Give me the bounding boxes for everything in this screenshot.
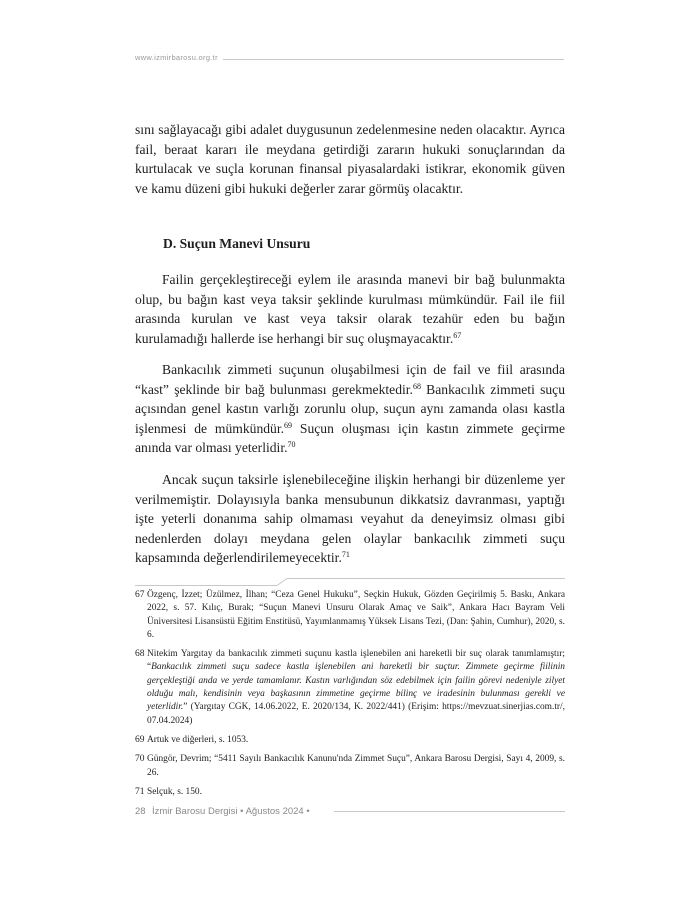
footnotes — [135, 589, 565, 805]
paragraph-text: Suçun oluşması için kastın zimmete geçirme anında var olması yeterlidir. — [135, 420, 565, 456]
footnote-ref-71[interactable]: 71 — [341, 550, 350, 560]
footnote-ref-70[interactable]: 70 — [287, 440, 296, 450]
footnote-number: 68 — [135, 649, 145, 660]
paragraph-text: sını sağlayacağı gibi adalet duygusunun zedelenmesine neden olacaktır. Ayrıca fail, beraat kararı ile meydana getirdiği zararın hukuki sonuçlarından da kurtulacak ve suçla korunan finansal piyasalardaki istikrar, ekonomik güven ve kamu düzeni gibi hukuki değerler zarar görmüş olacaktır. — [135, 122, 565, 196]
body-paragraph-continuation — [135, 120, 565, 198]
footnote-68 — [135, 648, 565, 728]
paragraph-text: Failin gerçekleştireceği eylem ile arasında manevi bir bağ bulunmakta olup, bu bağın kast veya taksir şeklinde kurulması mümkündür. Fail ile fiil arasında kurulan ve kast veya taksir olarak tezahür eden bu bağın kurulamadığı hallerde ise herhangi bir suç oluşmayacaktır. — [135, 272, 565, 346]
footnote-number: 70 — [135, 754, 145, 765]
paragraph-text: Ancak suçun taksirle işlenebileceğine ilişkin herhangi bir düzenleme yer verilmemiştir. Dolayısıyla banka mensubunun dikkatsiz davranması, yaptığı işte yeterli donanıma sahip olmaması veyahut da deneyimsiz olması gibi nedenlerden dolayı meydana gelen olaylar bankacılık zimmeti suçu kapsamında değerlendirilemeyecektir. — [135, 472, 565, 566]
footnote-number: 67 — [135, 590, 145, 600]
header-divider — [223, 59, 564, 60]
footnote-71 — [135, 786, 565, 799]
footnote-text-part: ” (Yargıtay CGK, 14.06.2022, E. 2020/134, K. 2022/441) (Erişim: https://mevzuat.sinerjias.com.tr/, 07.04.2024) — [147, 702, 565, 726]
footnote-text: Güngör, Devrim; “5411 Sayılı Bankacılık Kanunu'nda Zimmet Suçu”, Ankara Barosu Dergisi, Sayı 4, 2009, s. 26. — [147, 754, 565, 778]
footnote-text-part: Nitekim Yargıtay da bankacılık zimmeti suçunu kastla işlenebilen ani hareketli bir suç olarak tanımlamıştır; “ — [147, 649, 565, 673]
paragraph — [135, 270, 565, 348]
footnote-text: Özgenç, İzzet; Üzülmez, İlhan; “Ceza Genel Hukuku”, Seçkin Hukuk, Gözden Geçirilmiş 5. Baskı, Ankara 2022, s. 57. Kılıç, Burak; “Suçun Manevi Unsuru Olarak Amaç ve Saik”, Ankara Hacı Bayram Veli Üniversitesi Lisansüstü Eğitim Enstitüsü, Yayımlanmamış Yüksek Lisans Tezi, (Dan: Şahin, Cumhur), 2020, s. 6. — [147, 590, 565, 640]
page-number: 28 — [135, 806, 146, 817]
footnote-67 — [135, 589, 565, 642]
footnote-ref-69[interactable]: 69 — [284, 420, 293, 430]
footnote-quote-italic: Bankacılık zimmeti suçu sadece kastla işlenebilen ani hareketli bir suçtur. Zimmete geçirme fiilinin gerçekleştiği anda ve yerde tamamlanır. Kastın varlığından söz edebilmek için failin görevi nedeniyle zilyet olduğu malı, kendisinin veya başkasının zimmetine geçirme bilinç ve iradesinin bulunması gerekli ve yeterlidir. — [147, 662, 565, 713]
body-paragraph-manevi-bag — [135, 270, 565, 348]
section-heading: D. Suçun Manevi Unsuru — [163, 236, 311, 251]
footnote-divider — [135, 575, 565, 587]
footnote-number: 69 — [135, 734, 145, 745]
journal-title: İzmir Barosu Dergisi • Ağustos 2024 • — [152, 806, 310, 817]
footnote-text: Selçuk, s. 150. — [147, 786, 202, 797]
paragraph-text: Bankacılık zimmeti suçu açısından genel kastın varlığı zorunlu olup, suçun aynı zamanda olası kastla işlenmesi de mümkündür. — [135, 381, 566, 436]
footnote-text: Artuk ve diğerleri, s. 1053. — [147, 734, 249, 745]
header-url: www.izmirbarosu.org.tr — [135, 53, 218, 62]
footnote-text — [147, 648, 565, 728]
footnote-ref-67[interactable]: 67 — [453, 330, 462, 340]
body-paragraph-kast — [135, 360, 565, 458]
footnote-70 — [135, 753, 565, 780]
footnote-number: 71 — [135, 786, 145, 797]
paragraph-text: Bankacılık zimmeti suçunun oluşabilmesi için de fail ve fiil arasında “kast” şeklinde bir bağ bulunması gerekmektedir. — [135, 362, 565, 397]
paragraph — [135, 470, 565, 568]
footnote-69 — [135, 734, 565, 747]
footer-divider — [334, 811, 565, 812]
footnote-ref-68[interactable]: 68 — [412, 381, 421, 391]
page-footer — [135, 806, 565, 820]
body-paragraph-taksir — [135, 470, 565, 568]
paragraph — [135, 360, 565, 458]
